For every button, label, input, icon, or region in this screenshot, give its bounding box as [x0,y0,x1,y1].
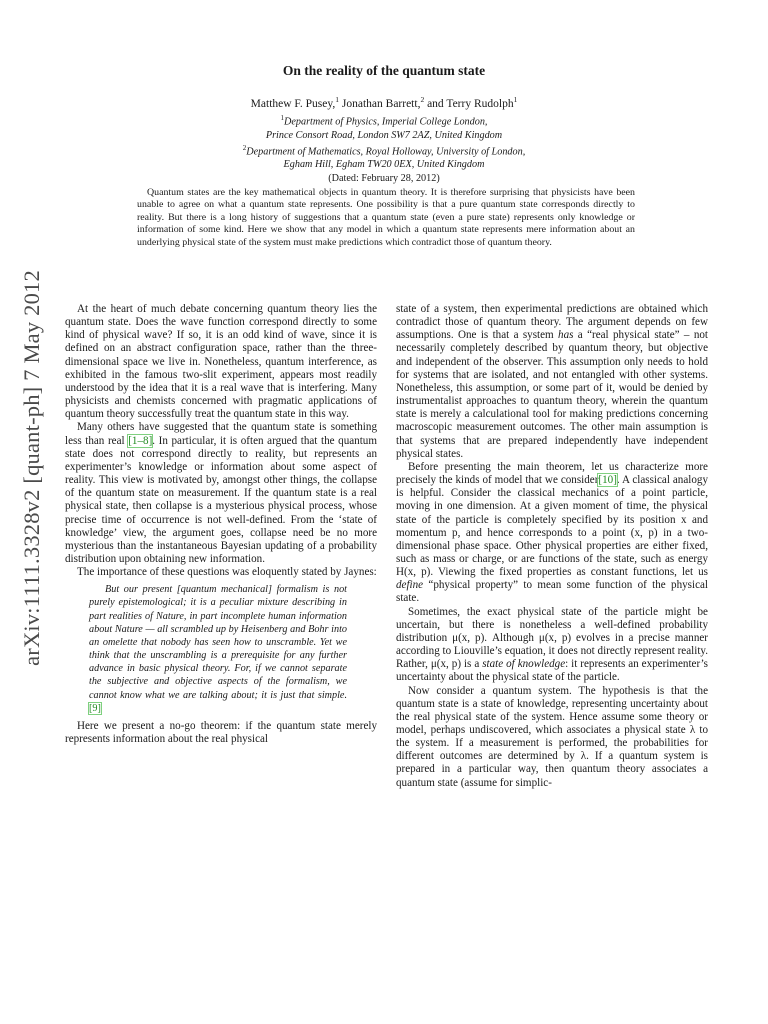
author-name: and Terry Rudolph [427,97,514,110]
citation-link[interactable]: [ 1–8 ] [128,435,152,447]
affiliation-1: $^1$Department of Physics, Imperial College London, [280,114,488,128]
paragraph: state of a system, then experimental predictions are obtained which contradict those of quantum theory. The argument depends on few assumptions. One is that a system has a “real physical state” – not necessarily completely described by quantum theory, but objective and independent of the observer. This assumption only needs to hold for systems that are isolated, and not entangled with other systems. Nonetheless, this assumption, or some part of it, would be denied by instrumentalist approaches to quantum theory, wherein the quantum state is merely a calculational tool for making predictions concerning macroscopic measurement outcomes. The other main assumption is that systems that are prepared independently have independent physical states. [396,303,709,460]
paper-title: On the reality of the quantum state [282,63,486,78]
author-list [0,95,768,110]
left-column [65,303,377,746]
paragraph: Sometimes, the exact physical state of the particle might be uncertain, but there is nonetheless a well-defined probability distribution μ(x, p). Although μ(x, p) evolves in a precise manner according to Liouville’s equation, it does not directly represent reality. Rather, μ(x, p) is a state of knowledge: it represents an experimenter’s uncertainty about the physical state of the particle. [396,605,708,684]
jaynes-quote: But our present [quantum mechanical] formalism is not purely epistemological; it is a peculiar mixture describing in part realities of Nature, in part incomplete human information about Nature — all scrambled up by Heisenberg and Bohr into an omelette that nobody has seen how to unscramble. Yet we think that the unscrambling is a prerequisite for any further advance in basic physical theory. For, if we cannot separate the subjective and objective aspects of the formalism, we cannot know what we are talking about; it is just that simple.[ 9 ] [65,583,377,715]
author-affil-mark: 2 [420,95,425,104]
paragraph: At the heart of much debate concerning quantum theory lies the quantum state. Does the wave function correspond directly to some kind of physical wave? If so, it is an odd kind of wave, since it is defined on an abstract configuration space, rather than the three-dimensional space we live in. Nonetheless, quantum interference, as exhibited in the famous two-slit experiment, appears most readily understood by the idea that it is a real wave that is interfering. Many physicists and chemists concerned with pragmatic applications of quantum theory successfully treat the quantum state in this way. [65,303,377,421]
paragraph: Now consider a quantum system. The hypothesis is that the quantum state is a state of knowledge, representing uncertainty about the real physical state of the system. Hence assume some theory or model, perhaps undiscovered, which associates a physical state λ to the system. If a measurement is performed, the probabilities for different outcomes are determined by λ. If a quantum system is prepared in a particular way, then quantum theory associates a quantum state (assume for simplic- [396,684,708,789]
arxiv-sidebar-stamp [6,258,58,678]
author-name: Matthew F. Pusey, [250,97,336,110]
paragraph: Many others have suggested that the quantum state is something less than real [ 1–8 ] . In particular, it is often argued that the quantum state does not correspond directly to reality, but represents an experimenter’s knowledge or information about some aspect of reality. This view is motivated by, amongst other things, the collapse of the quantum state on measurement. If the quantum state is a real physical state, then collapse is a mysterious physical process, whose precise time of occurrence is not well-defined. From the ‘state of knowledge’ view, the argument goes, collapse need be no more mysterious than the instantaneous Bayesian updating of a probability distribution upon obtaining new information. [65,421,377,566]
paragraph: Before presenting the main theorem, let us characterize more precisely the kinds of model that we consider[ 10 ] . A classical analogy is helpful. Consider the classical mechanics of a point particle, moving in one dimension. At a given moment of time, the physical state of the particle is completely specified by its position x and momentum p, and hence corresponds to a point (x, p) in a two-dimensional phase space. Other physical properties are either fixed, such as mass or charge, or are functions of the state, such as energy H(x, p). Viewing the fixed properties as constant functions, let us define “physical property” to mean some function of the physical state. [396,461,708,606]
author-affil-mark: 1 [513,95,518,104]
paragraph: The importance of these questions was eloquently stated by Jaynes: [77,566,377,579]
arxiv-identifier: arXiv:1111.3328v2 [quant-ph] 7 May 2012 [19,270,44,666]
citation-link[interactable]: [ 10 ] [598,474,617,486]
affiliations [0,112,768,185]
author-affil-mark: 1 [335,95,340,104]
abstract: Quantum states are the key mathematical objects in quantum theory. It is therefore surprising that physicists have been unable to agree on what a quantum state represents. One possibility is that a pure quantum state corresponds directly to reality. But there is a long history of suggestions that a quantum state (even a pure state) represents only knowledge or information of some kind. Here we show that any model in which a quantum state represents mere information about an underlying physical state of the system must make predictions which contradict those of quantum theory. [137,187,635,248]
affiliation-2-address: Egham Hill, Egham TW20 0EX, United Kingdom [283,159,485,171]
right-column [396,303,708,790]
citation-link[interactable]: [ 9 ] [89,703,101,714]
paragraph: Here we present a no-go theorem: if the quantum state merely represents information about the real physical [65,719,377,745]
affiliation-1-address: Prince Consort Road, London SW7 2AZ, United Kingdom [265,129,503,141]
affiliation-2: $^2$Department of Mathematics, Royal Holloway, University of London, [242,143,526,158]
author-name: Jonathan Barrett, [341,97,421,110]
date-line: (Dated: February 28, 2012) [328,172,440,184]
